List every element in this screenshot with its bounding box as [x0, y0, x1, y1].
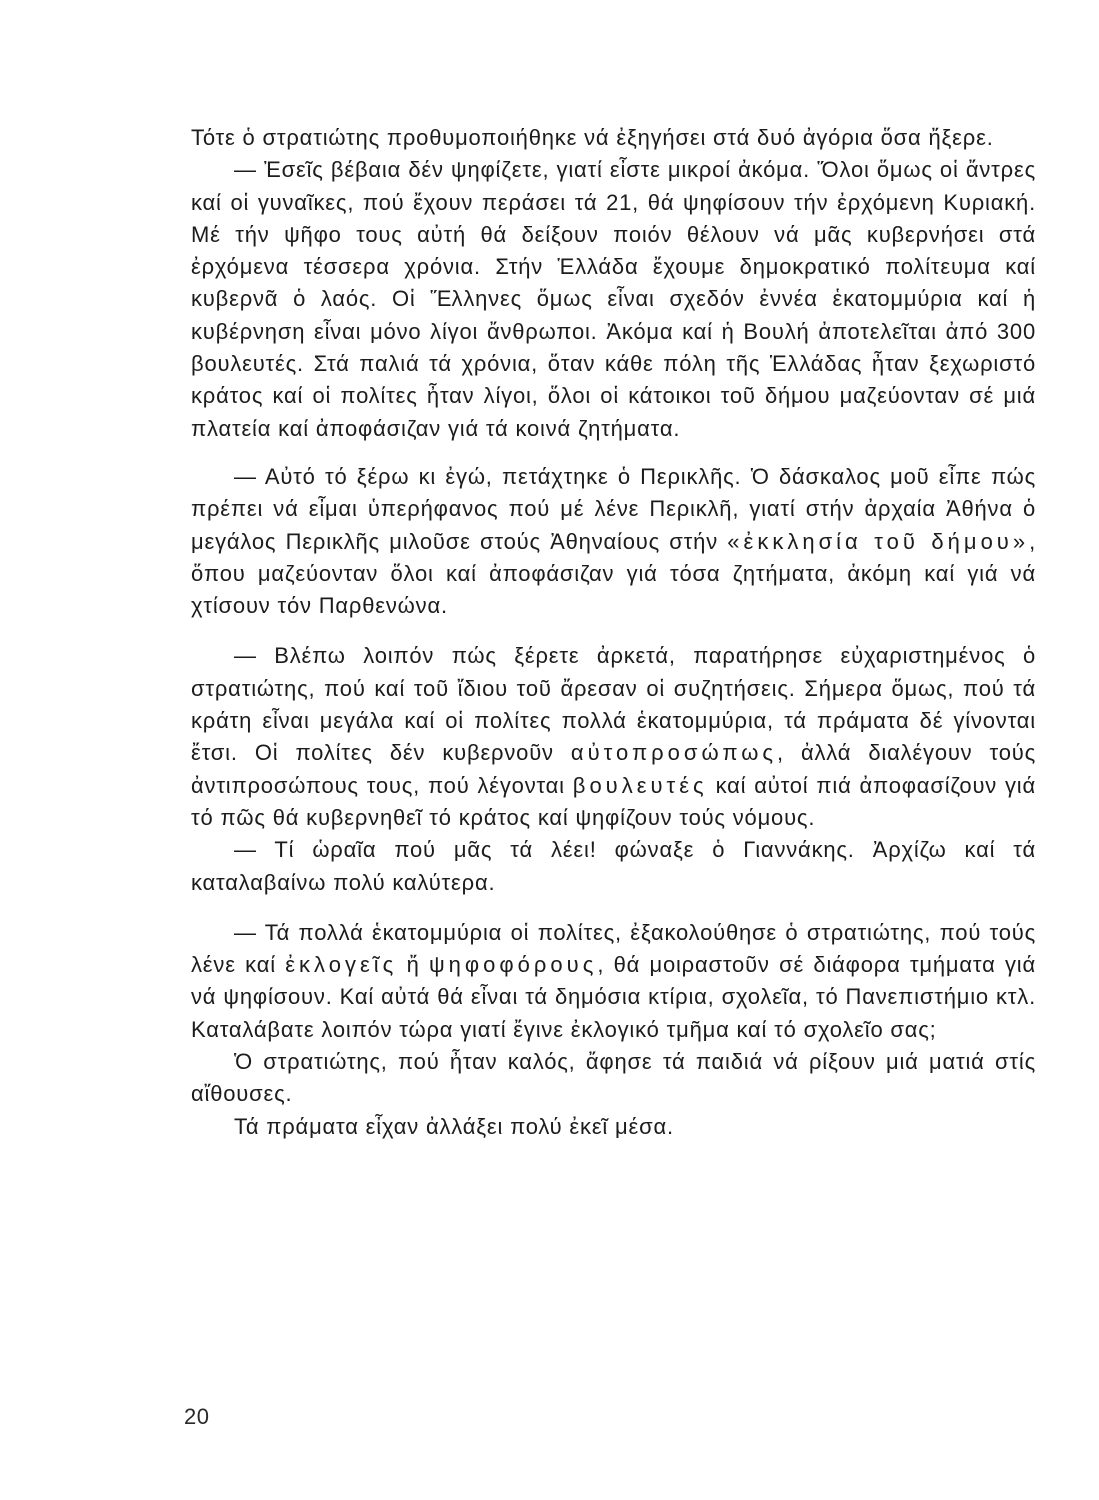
body-text	[191, 122, 1036, 1143]
page-number: 20	[184, 1404, 210, 1429]
spaced-term: «ἐκκλησία τοῦ δήμου»	[727, 528, 1030, 554]
paragraph-text: — Βλέπω λοιπόν πώς ξέρετε ἀρκετά, παρατήρησε εὐχαριστημένος ὁ στρατιώτης, πού καί τοῦ ἴδιου τοῦ ἄρεσαν οἱ συζητήσεις. Σήμερα ὅμως, πού τά κράτη εἶναι μεγάλα καί οἱ πολίτες πολλά ἑκατομμύρια, τά πράματα δέ γίνονται ἔτσι. Οἱ πολίτες δέν κυβερνοῦν	[191, 643, 1036, 766]
spaced-term: ψηφοφόρους	[429, 952, 598, 978]
paragraph-representatives	[191, 640, 1036, 834]
spaced-term: βουλευτές	[572, 772, 708, 798]
paragraph-text: , θά μοιραστοῦν σέ διάφορα τμήματα γιά νά ψηφίσουν. Καί αὐτά θά εἶναι τά δημόσια κτίρια, σχολεῖα, τό Πανεπιστήμιο κτλ. Καταλάβατε λοιπόν τώρα γιατί ἔγινε ἐκλογικό τμῆμα καί τό σχολεῖο σας;	[191, 952, 1036, 1042]
paragraph-closing: Τά πράματα εἶχαν ἀλλάξει πολύ ἐκεῖ μέσα.	[234, 1113, 674, 1139]
paragraph-text: , ἀλλά διαλέγουν τούς ἀντιπροσώπους τους, πού λέγονται	[191, 740, 1036, 798]
paragraph-intro: Τότε ὁ στρατιώτης προθυμοποιήθηκε νά ἐξηγήσει στά δυό ἀγόρια ὅσα ἤξερε.	[191, 125, 994, 150]
paragraph-soldier-lets-look: Ὁ στρατιώτης, πού ἦταν καλός, ἄφησε τά παιδιά νά ρίξουν μιά ματιά στίς αἴθουσες.	[191, 1049, 1036, 1107]
paragraph-voters	[191, 917, 1036, 1046]
paragraph-text: , ὅπου μαζεύονταν ὅλοι καί ἀποφάσιζαν γιά τόσα ζητήματα, ἀκόμη καί γιά νά χτίσουν τόν Παρθενώνα.	[191, 528, 1036, 619]
paragraph-text: — Τά πολλά ἑκατομμύρια οἱ πολίτες, ἐξακολούθησε ὁ στρατιώτης, πού τούς λένε καί	[191, 919, 1036, 978]
paragraph-pericles-reply	[191, 461, 1036, 622]
spaced-term: ἐκλογεῖς	[285, 952, 398, 978]
paragraph-soldier-explains-voting: — Ἐσεῖς βέβαια δέν ψηφίζετε, γιατί εἶστε μικροί ἀκόμα. Ὅλοι ὅμως οἱ ἄντρες καί οἱ γυναῖκες, πού ἔχουν περάσει τά 21, θά ψηφίσουν τήν ἐρχόμενη Κυριακή. Μέ τήν ψῆφο τους αὐτή θά δείξουν ποιόν θέλουν νά μᾶς κυβερνήσει στά ἐρχόμενα τέσσερα χρόνια. Στήν Ἑλλάδα ἔχουμε δημοκρατικό πολίτευμα καί κυβερνᾶ ὁ λαός. Οἱ Ἕλληνες ὅμως εἶναι σχεδόν ἐννέα ἑκατομμύρια καί ἡ κυβέρνηση εἶναι μόνο λίγοι ἄνθρωποι. Ἀκόμα καί ἡ Βουλή ἀποτελεῖται ἀπό 300 βουλευτές. Στά παλιά τά χρόνια, ὅταν κάθε πόλη τῆς Ἑλλάδας ἦταν ξεχωριστό κράτος καί οἱ πολίτες ἦταν λίγοι, ὅλοι οἱ κάτοικοι τοῦ δήμου μαζεύονταν σέ μιά πλατεία καί ἀποφάσιζαν γιά τά κοινά ζητήματα.	[191, 157, 1036, 441]
spaced-term: αὐτοπροσώπως	[570, 740, 777, 766]
paragraph-giannakis: — Τί ὡραῖα πού μᾶς τά λέει! φώναξε ὁ Γιαννάκης. Ἀρχίζω καί τά καταλαβαίνω πολύ καλύτερα.	[191, 837, 1036, 895]
paragraph-text: ἤ	[397, 952, 429, 978]
paragraph-text: — Αὐτό τό ξέρω κι ἐγώ, πετάχτηκε ὁ Περικλῆς. Ὁ δάσκαλος μοῦ εἶπε πώς πρέπει νά εἶμαι ὑπερήφανος πού μέ λένε Περικλῆ, γιατί στήν ἀρχαία Ἀθήνα ὁ μεγάλος Περικλῆς μιλοῦσε στούς Ἀθηναίους στήν	[191, 463, 1036, 554]
paragraph-text: καί αὐτοί πιά ἀποφασίζουν γιά τό πῶς θά κυβερνηθεῖ τό κράτος καί ψηφίζουν τούς νόμους.	[191, 772, 1036, 830]
